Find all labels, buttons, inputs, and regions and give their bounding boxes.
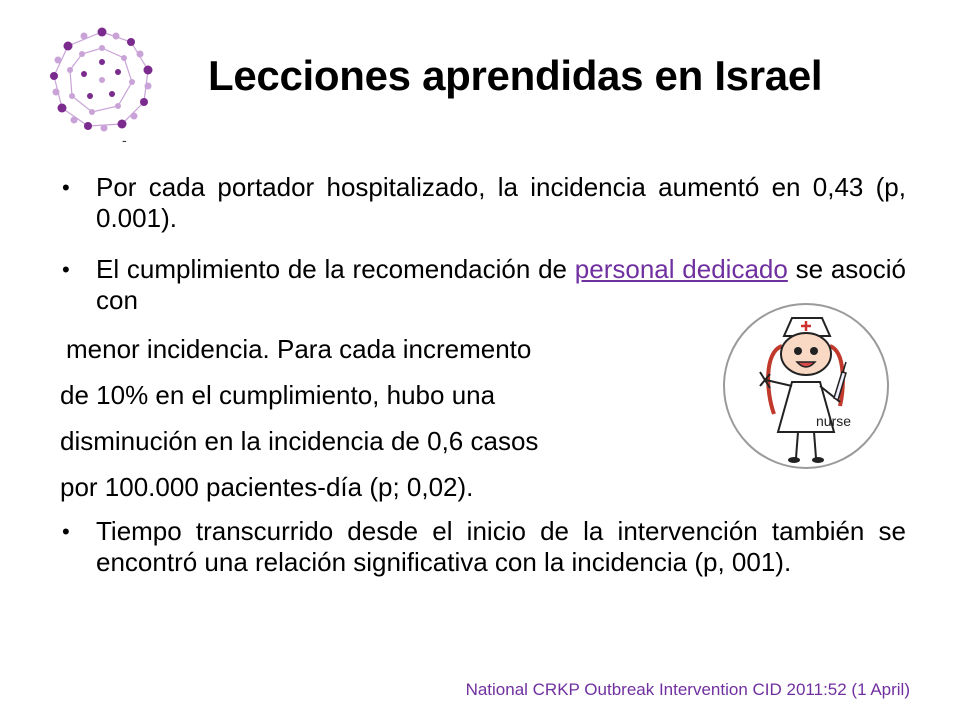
logo-dash: - bbox=[122, 132, 127, 148]
nurse-label: nurse bbox=[816, 413, 852, 429]
citation-footer: National CRKP Outbreak Intervention CID 2011:52 (1 April) bbox=[465, 680, 910, 699]
bullet-3 bbox=[60, 516, 906, 578]
bullet-dot: • bbox=[62, 519, 70, 544]
bullet-dot: • bbox=[62, 257, 70, 282]
body-line: de 10% en el cumplimiento, hubo una bbox=[60, 380, 496, 410]
nurse-illustration bbox=[722, 302, 890, 470]
body-line: por 100.000 pacientes-día (p; 0,02). bbox=[60, 472, 474, 502]
bullet-3-text: Tiempo transcurrido desde el inicio de la intervención también se encontró una relación significativa con la incidencia (p, 001). bbox=[96, 516, 906, 577]
body-line: disminución en la incidencia de 0,6 casos bbox=[60, 426, 539, 456]
logo-icon bbox=[48, 26, 156, 134]
bullet-dot: • bbox=[62, 175, 70, 200]
personal-dedicado-link[interactable]: personal dedicado bbox=[574, 254, 788, 284]
slide-title: Lecciones aprendidas en Israel bbox=[208, 52, 823, 99]
body-line: menor incidencia. Para cada incremento bbox=[66, 334, 532, 364]
bullet-1-text: Por cada portador hospitalizado, la incidencia aumentó en 0,43 (p, 0.001). bbox=[96, 172, 906, 233]
bullet-2-text-before: El cumplimiento de la recomendación de bbox=[96, 254, 575, 284]
bullet-2-text-after: se asoció con bbox=[96, 254, 906, 315]
bullet-1 bbox=[60, 172, 906, 234]
